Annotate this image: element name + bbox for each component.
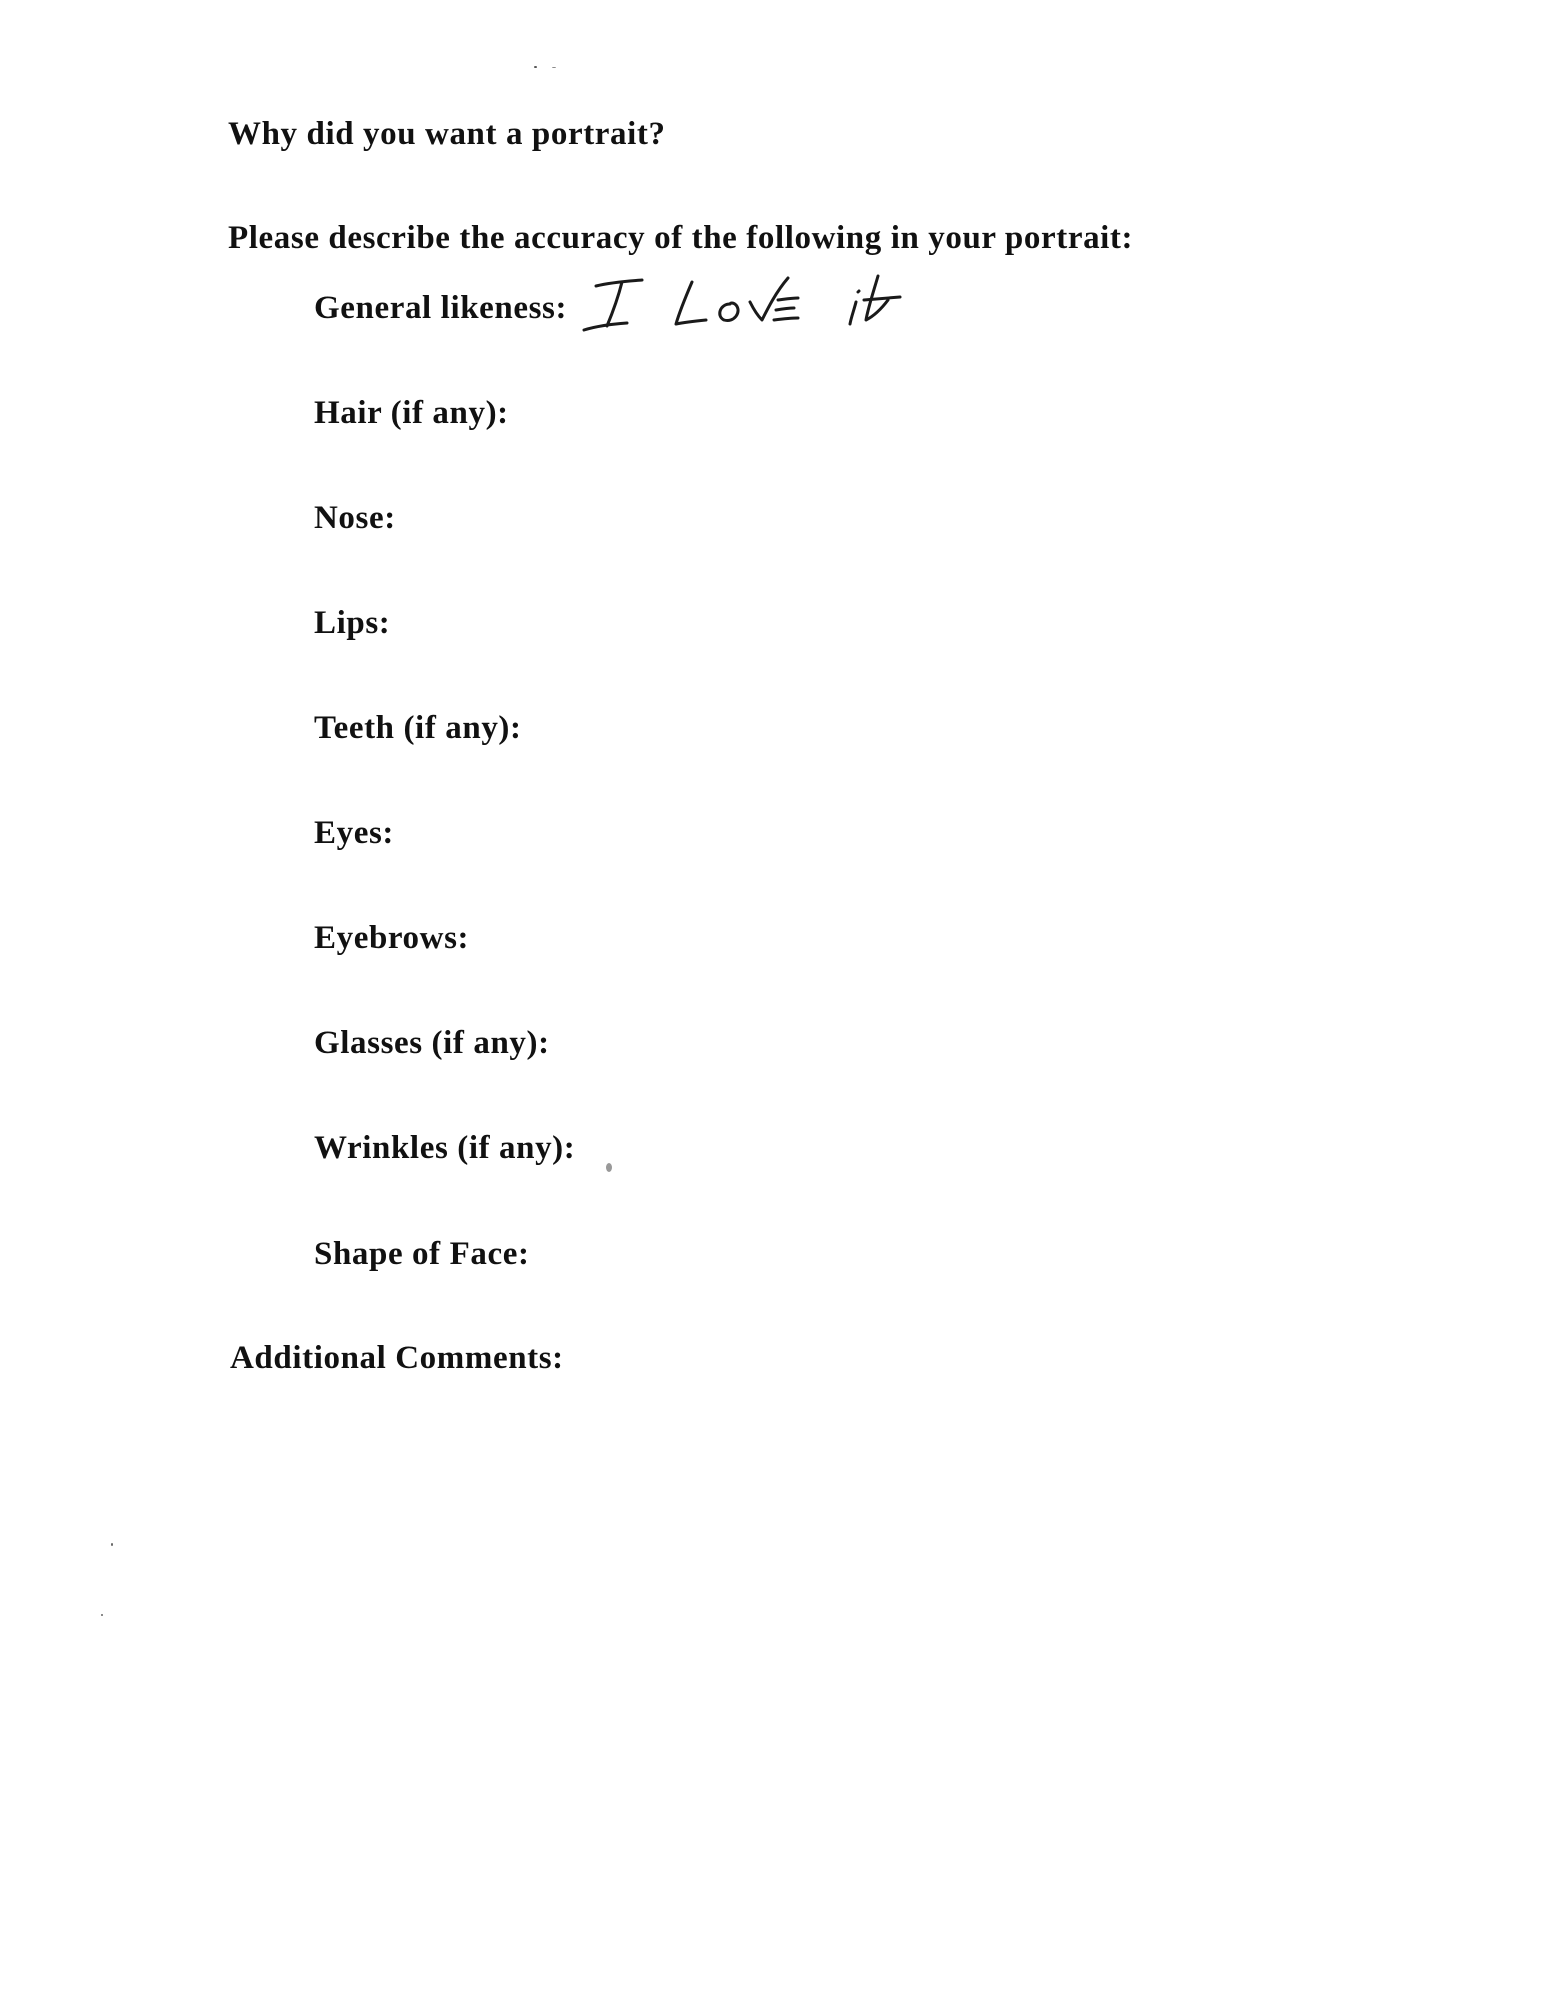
field-wrinkles-label: Wrinkles (if any): <box>314 1130 576 1166</box>
handwriting-i-love-it <box>582 268 922 338</box>
scan-speck <box>552 67 556 68</box>
field-general-likeness-label: General likeness: <box>314 290 568 326</box>
field-eyebrows-label: Eyebrows: <box>314 920 470 956</box>
scan-speck <box>111 1543 113 1546</box>
additional-comments-label: Additional Comments: <box>230 1340 564 1376</box>
field-shape-of-face-label: Shape of Face: <box>314 1236 530 1272</box>
field-teeth-label: Teeth (if any): <box>314 710 522 746</box>
scan-speck <box>534 66 537 68</box>
handwritten-answer-general-likeness <box>582 268 922 338</box>
scan-speck <box>606 1163 612 1172</box>
question-why-portrait: Why did you want a portrait? <box>228 116 666 152</box>
scan-speck <box>101 1614 103 1616</box>
field-hair-label: Hair (if any): <box>314 395 509 431</box>
question-accuracy-heading: Please describe the accuracy of the following in your portrait: <box>228 220 1134 256</box>
field-lips-label: Lips: <box>314 605 391 641</box>
field-glasses-label: Glasses (if any): <box>314 1025 550 1061</box>
field-eyes-label: Eyes: <box>314 815 394 851</box>
field-nose-label: Nose: <box>314 500 396 536</box>
